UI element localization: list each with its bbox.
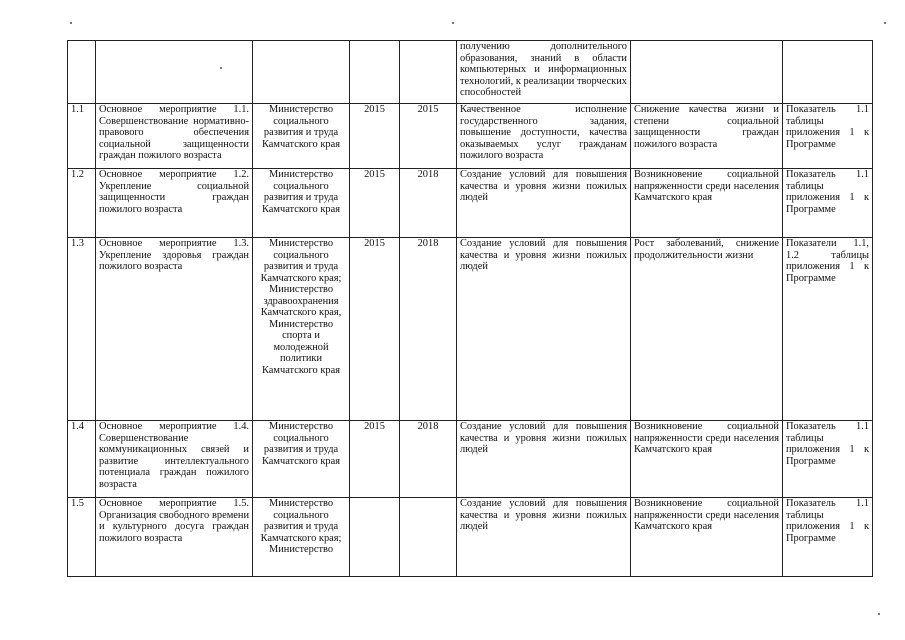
- non-implementation-consequence: Возникновение социальной напряженности среди населения Камчатского края: [631, 498, 783, 577]
- table-row: [68, 238, 873, 421]
- end-year: 2018: [400, 421, 457, 498]
- activity-name: Основное мероприятие 1.4. Совершенствование коммуникационных связей и развитие интеллектуального потенциала граждан пожилого возраста: [96, 421, 253, 498]
- expected-result: Создание условий для повышения качества и уровня жизни пожилых людей: [457, 421, 631, 498]
- start-year: [350, 498, 400, 577]
- non-implementation-consequence: Снижение качества жизни и степени социальной защищенности граждан пожилого возраста: [631, 104, 783, 169]
- row-number: [68, 41, 96, 104]
- expected-result: Создание условий для повышения качества и уровня жизни пожилых людей: [457, 238, 631, 421]
- end-year: [400, 498, 457, 577]
- start-year: 2015: [350, 169, 400, 238]
- expected-result: Качественное исполнение государственного задания, повышение доступности, качества оказываемых услуг гражданам пожилого возраста: [457, 104, 631, 169]
- table-row: [68, 498, 873, 577]
- related-indicator: Показатели 1.1, 1.2 таблицы приложения 1 к Программе: [783, 238, 873, 421]
- expected-result: получению дополнительного образования, знаний в области компьютерных и информационных технологий, к реализации творческих способностей: [457, 41, 631, 104]
- start-year: 2015: [350, 238, 400, 421]
- responsible-executor: Министерство социального развития и труда Камчатского края: [253, 421, 350, 498]
- row-number: 1.1: [68, 104, 96, 169]
- non-implementation-consequence: [631, 41, 783, 104]
- program-activities-table: [67, 40, 873, 577]
- table-row: [68, 169, 873, 238]
- responsible-executor: Министерство социального развития и труда Камчатского края; Министерство: [253, 498, 350, 577]
- table-row: [68, 104, 873, 169]
- related-indicator: Показатель 1.1 таблицы приложения 1 к Программе: [783, 421, 873, 498]
- end-year: 2018: [400, 169, 457, 238]
- end-year: 2015: [400, 104, 457, 169]
- scan-speck: [452, 22, 454, 24]
- activity-name: Основное мероприятие 1.1. Совершенствование нормативно-правового обеспечения социальной защищенности граждан пожилого возраста: [96, 104, 253, 169]
- related-indicator: [783, 41, 873, 104]
- responsible-executor: Министерство социального развития и труда Камчатского края; Министерство здравоохранения Камчатского края, Министерство спорта и молодежной политики Камчатского края: [253, 238, 350, 421]
- related-indicator: Показатель 1.1 таблицы приложения 1 к Программе: [783, 104, 873, 169]
- row-number: 1.4: [68, 421, 96, 498]
- row-number: 1.2: [68, 169, 96, 238]
- activity-name: Основное мероприятие 1.3. Укрепление здоровья граждан пожилого возраста: [96, 238, 253, 421]
- end-year: 2018: [400, 238, 457, 421]
- expected-result: Создание условий для повышения качества и уровня жизни пожилых людей: [457, 169, 631, 238]
- activity-name: Основное мероприятие 1.2. Укрепление социальной защищенности граждан пожилого возраста: [96, 169, 253, 238]
- activity-name: Основное мероприятие 1.5. Организация свободного времени и культурного досуга граждан пожилого возраста: [96, 498, 253, 577]
- scan-speck: [878, 613, 880, 615]
- start-year: [350, 41, 400, 104]
- end-year: [400, 41, 457, 104]
- scan-speck: [70, 22, 72, 24]
- row-number: 1.5: [68, 498, 96, 577]
- activity-name: [96, 41, 253, 104]
- non-implementation-consequence: Рост заболеваний, снижение продолжительности жизни: [631, 238, 783, 421]
- table-row: [68, 41, 873, 104]
- responsible-executor: Министерство социального развития и труда Камчатского края: [253, 104, 350, 169]
- table-row: [68, 421, 873, 498]
- related-indicator: Показатель 1.1 таблицы приложения 1 к Программе: [783, 498, 873, 577]
- expected-result: Создание условий для повышения качества и уровня жизни пожилых людей: [457, 498, 631, 577]
- non-implementation-consequence: Возникновение социальной напряженности среди населения Камчатского края: [631, 169, 783, 238]
- scan-speck: [884, 22, 886, 24]
- responsible-executor: [253, 41, 350, 104]
- responsible-executor: Министерство социального развития и труда Камчатского края: [253, 169, 350, 238]
- row-number: 1.3: [68, 238, 96, 421]
- start-year: 2015: [350, 421, 400, 498]
- related-indicator: Показатель 1.1 таблицы приложения 1 к Программе: [783, 169, 873, 238]
- non-implementation-consequence: Возникновение социальной напряженности среди населения Камчатского края: [631, 421, 783, 498]
- start-year: 2015: [350, 104, 400, 169]
